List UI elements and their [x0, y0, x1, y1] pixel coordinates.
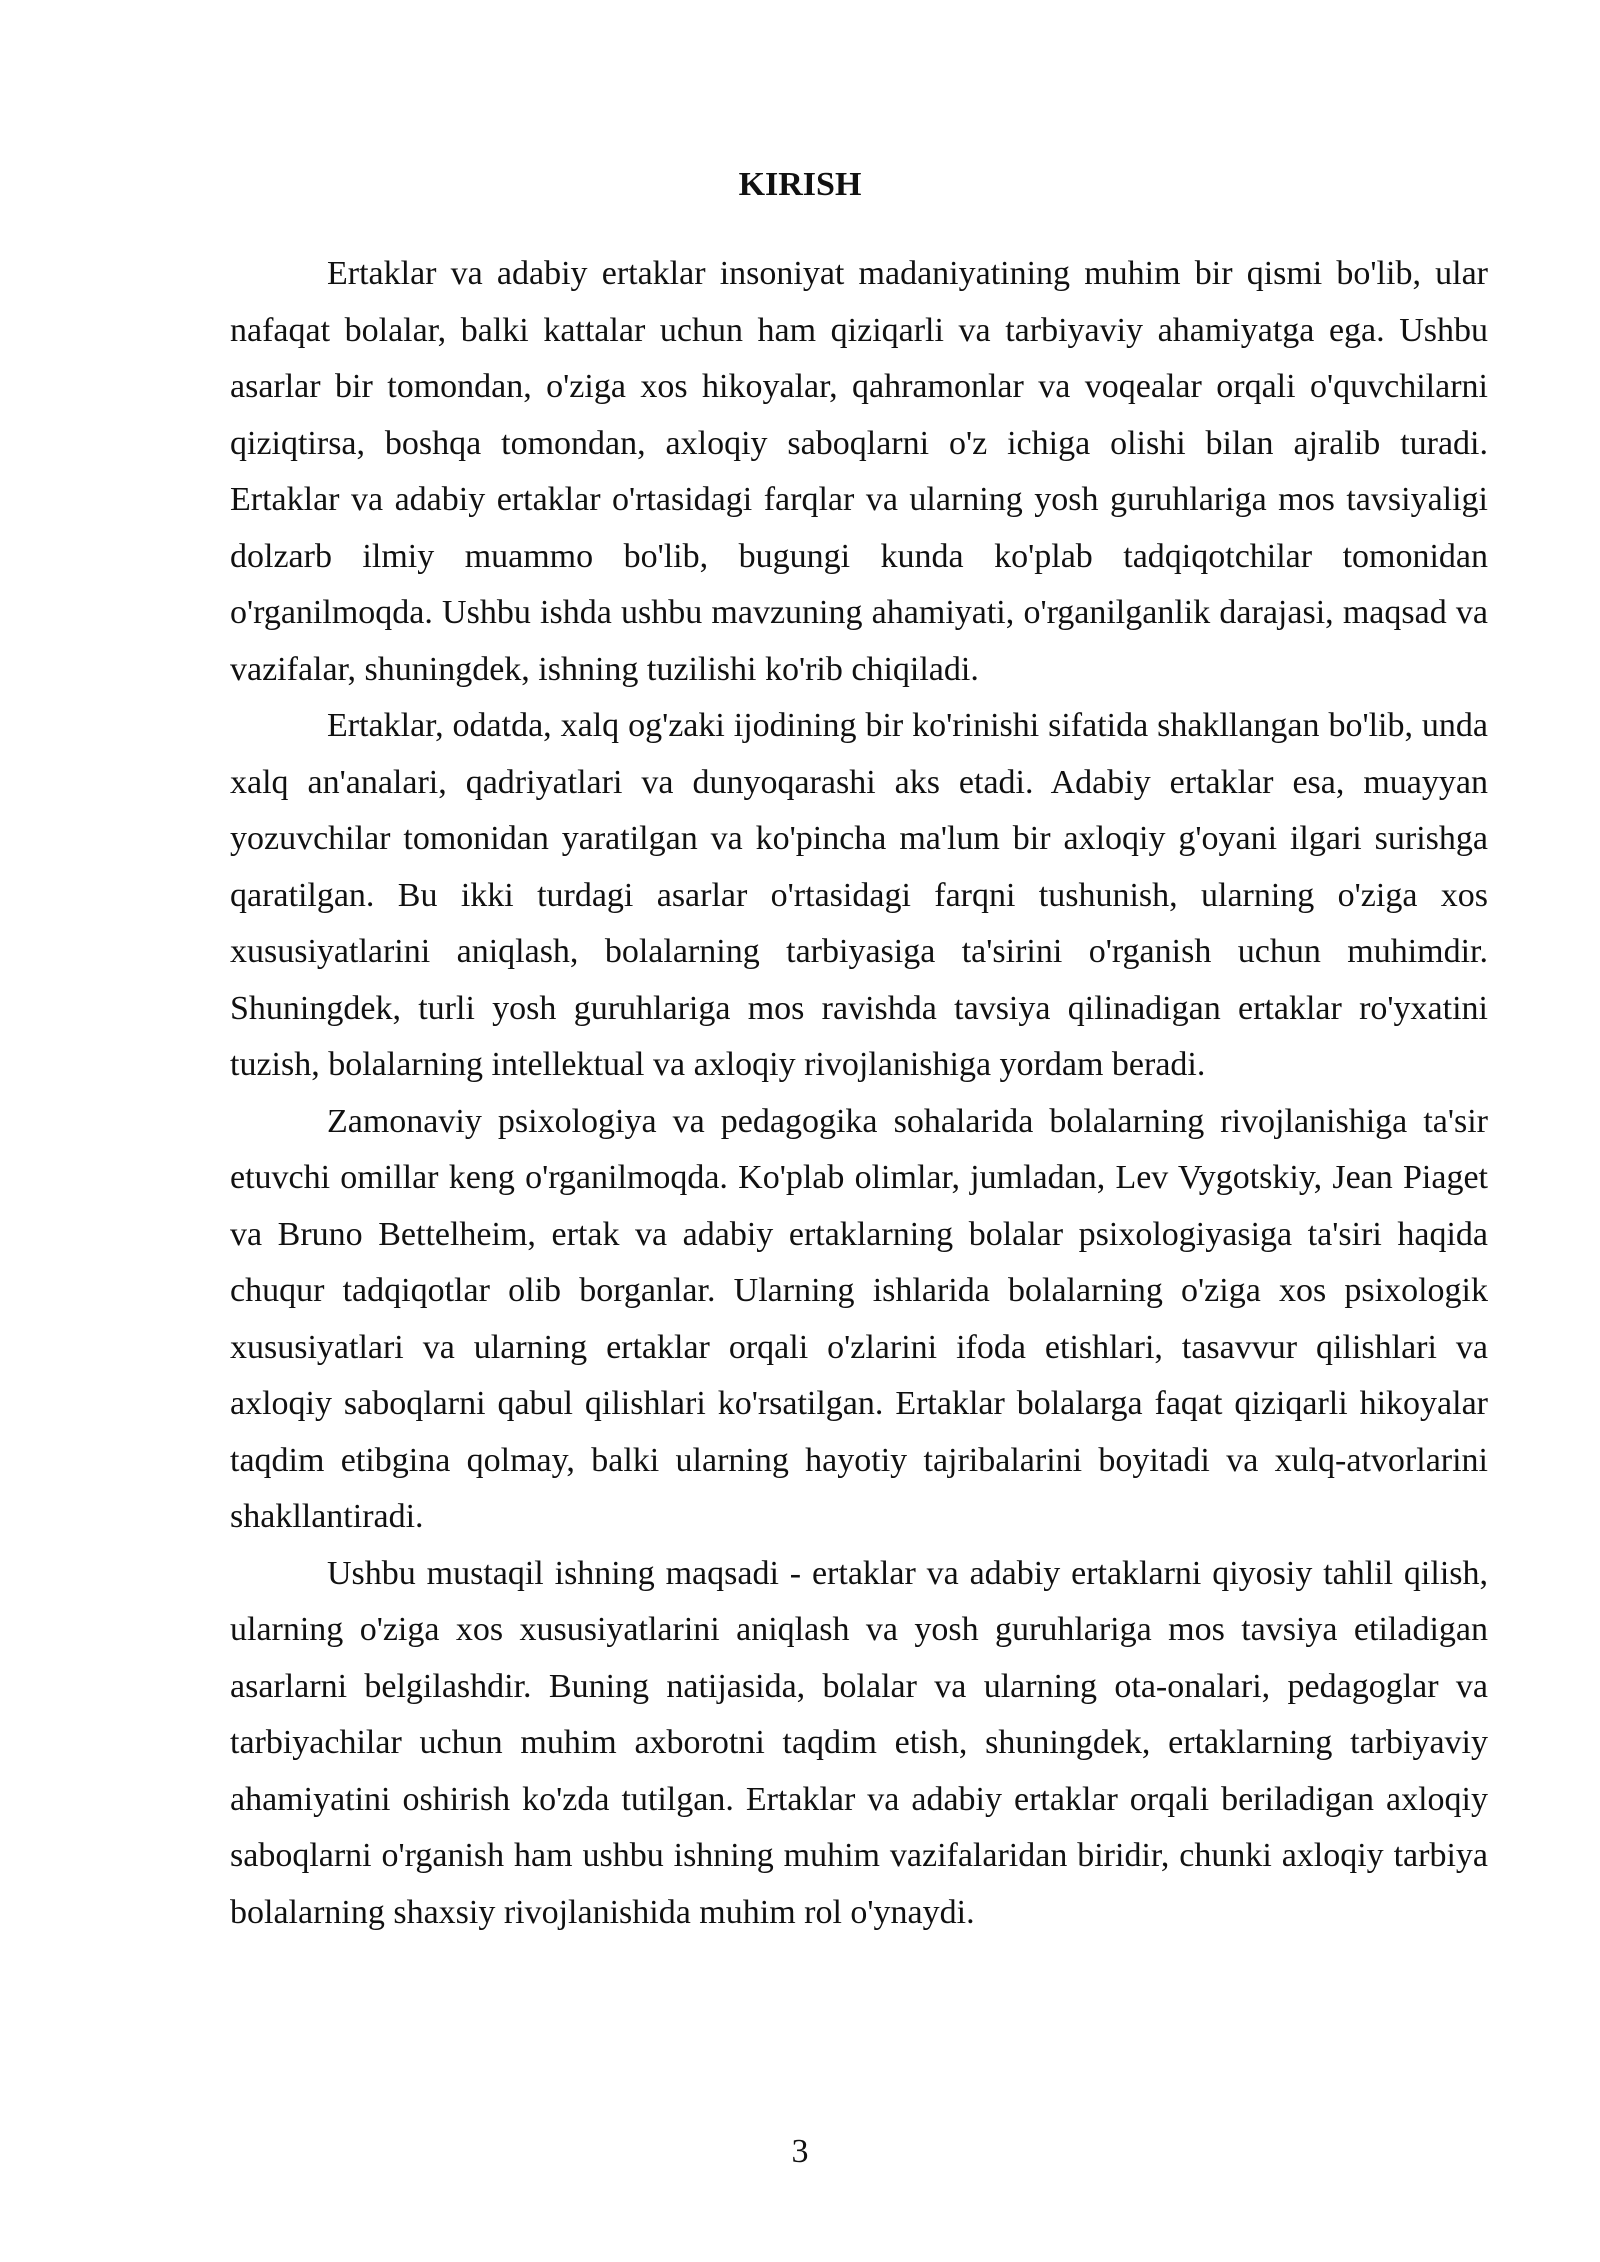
page-title: KIRISH [738, 166, 862, 203]
document-body [230, 246, 1488, 1941]
paragraph-4: Ushbu mustaqil ishning maqsadi - ertaklar va adabiy ertaklarni qiyosiy tahlil qilish, ularning o'ziga xos xususiyatlarini aniqlash va yosh guruhlariga mos tavsiya etiladigan asarlarni belgilashdir. Buning natijasida, bolalar va ularning ota-onalari, pedagoglar va tarbiyachilar uchun muhim axborotni taqdim etish, shuningdek, ertaklarning tarbiyaviy ahamiyatini oshirish ko'zda tutilgan. Ertaklar va adabiy ertaklar orqali beriladigan axloqiy saboqlarni o'rganish ham ushbu ishning muhim vazifalaridan biridir, chunki axloqiy tarbiya bolalarning shaxsiy rivojlanishida muhim rol o'ynaydi. [230, 1554, 1488, 1931]
paragraph-3: Zamonaviy psixologiya va pedagogika sohalarida bolalarning rivojlanishiga ta'sir etuvchi omillar keng o'rganilmoqda. Ko'plab olimlar, jumladan, Lev Vygotskiy, Jean Piaget va Bruno Bettelheim, ertak va adabiy ertaklarning bolalar psixologiyasiga ta'siri haqida chuqur tadqiqotlar olib borganlar. Ularning ishlarida bolalarning o'ziga xos psixologik xususiyatlari va ularning ertaklar orqali o'zlarini ifoda etishlari, tasavvur qilishlari va axloqiy saboqlarni qabul qilishlari ko'rsatilgan. Ertaklar bolalarga faqat qiziqarli hikoyalar taqdim etibgina qolmay, balki ularning hayotiy tajribalarini boyitadi va xulq-atvorlarini shakllantiradi. [230, 1102, 1488, 1535]
page-number: 3 [791, 2133, 809, 2170]
paragraph-1: Ertaklar va adabiy ertaklar insoniyat madaniyatining muhim bir qismi bo'lib, ular nafaqat bolalar, balki kattalar uchun ham qiziqarli va tarbiyaviy ahamiyatga ega. Ushbu asarlar bir tomondan, o'ziga xos hikoyalar, qahramonlar va voqealar orqali o'quvchilarni qiziqtirsa, boshqa tomondan, axloqiy saboqlarni o'z ichiga olishi bilan ajralib turadi. Ertaklar va adabiy ertaklar o'rtasidagi farqlar va ularning yosh guruhlariga mos tavsiyaligi dolzarb ilmiy muammo bo'lib, bugungi kunda ko'plab tadqiqotchilar tomonidan o'rganilmoqda. Ushbu ishda ushbu mavzuning ahamiyati, o'rganilganlik darajasi, maqsad va vazifalar, shuningdek, ishning tuzilishi ko'rib chiqiladi. [230, 255, 1488, 688]
paragraph-2: Ertaklar, odatda, xalq og'zaki ijodining bir ko'rinishi sifatida shakllangan bo'lib, unda xalq an'analari, qadriyatlari va dunyoqarashi aks etadi. Adabiy ertaklar esa, muayyan yozuvchilar tomonidan yaratilgan va ko'pincha ma'lum bir axloqiy g'oyani ilgari surishga qaratilgan. Bu ikki turdagi asarlar o'rtasidagi farqni tushunish, ularning o'ziga xos xususiyatlarini aniqlash, bolalarning tarbiyasiga ta'sirini o'rganish uchun muhimdir. Shuningdek, turli yosh guruhlariga mos ravishda tavsiya qilinadigan ertaklar ro'yxatini tuzish, bolalarning intellektual va axloqiy rivojlanishiga yordam beradi. [230, 707, 1488, 1083]
